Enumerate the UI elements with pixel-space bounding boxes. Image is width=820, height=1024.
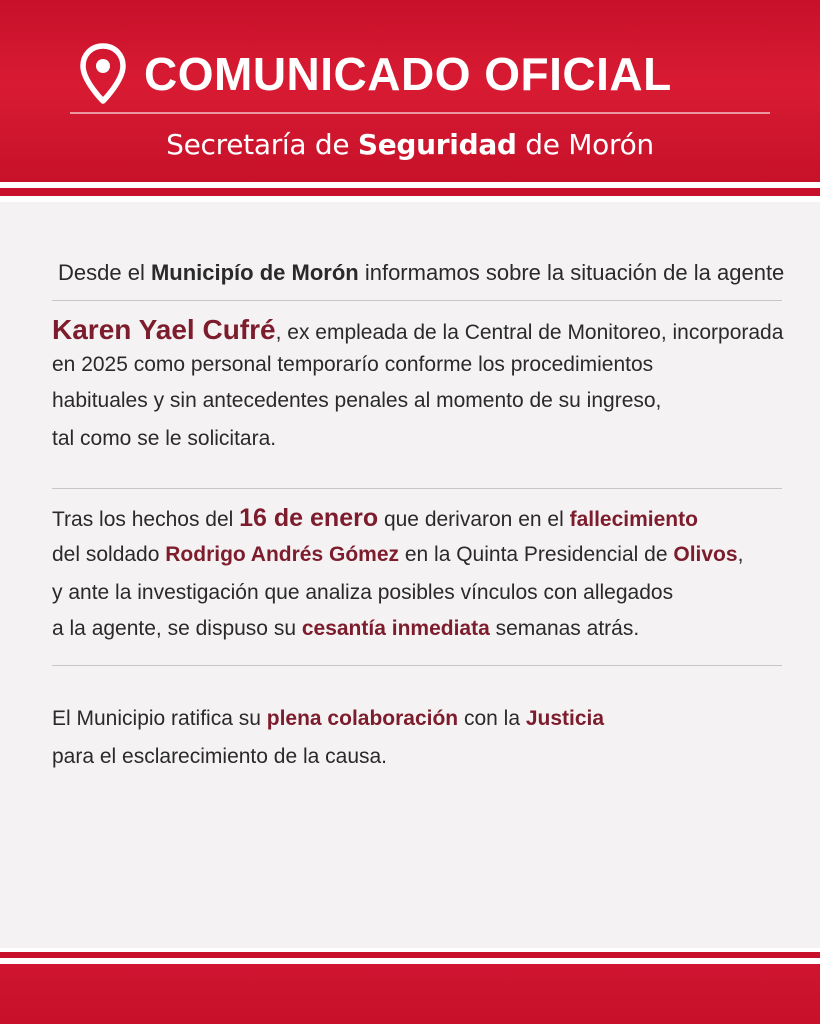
para2-line-4-suffix: semanas atrás. bbox=[489, 617, 640, 640]
para3-line-2: para el esclarecimiento de la causa. bbox=[52, 745, 388, 768]
subtitle-bold: Seguridad bbox=[357, 128, 517, 161]
para1-line-4: habituales y sin antecedentes penales al momento de su ingreso, bbox=[52, 389, 662, 412]
para2-line-1 bbox=[52, 506, 698, 531]
header-title-row bbox=[80, 40, 672, 108]
place-name: Olivos bbox=[673, 543, 738, 566]
para1-line-3: en 2025 como personal temporarío conforme los procedimientos bbox=[52, 353, 654, 376]
agent-name: Karen Yael Cufré bbox=[52, 314, 276, 345]
para2-line-4-prefix: a la agente, se dispuso su bbox=[52, 617, 302, 640]
municipality-name: Municipío de Morón bbox=[150, 260, 359, 285]
divider-1 bbox=[52, 300, 782, 301]
footer-banner bbox=[0, 964, 820, 1024]
para2-line-2-prefix: del soldado bbox=[52, 543, 166, 566]
para2-line-1-prefix: Tras los hechos del bbox=[52, 508, 240, 531]
justice-word: Justicia bbox=[525, 707, 605, 730]
para2-line-1-middle: que derivaron en el bbox=[378, 508, 570, 531]
death-word: fallecimiento bbox=[569, 508, 698, 531]
intro-line bbox=[58, 262, 784, 284]
name-line bbox=[52, 316, 783, 344]
para3-line-1-middle: con la bbox=[458, 707, 526, 730]
collaboration-phrase: plena colaboración bbox=[266, 707, 459, 730]
header-white-stripe-2 bbox=[0, 196, 820, 202]
divider-3 bbox=[52, 665, 782, 666]
header-subtitle bbox=[0, 128, 820, 161]
intro-prefix: Desde el bbox=[58, 260, 151, 285]
name-line-rest: , ex empleada de la Central de Monitoreo, incorporada bbox=[275, 321, 784, 344]
event-date: 16 de enero bbox=[239, 504, 379, 532]
para2-line-2-middle: en la Quinta Presidencial de bbox=[399, 543, 674, 566]
soldier-name: Rodrigo Andrés Gómez bbox=[165, 543, 400, 566]
para2-line-3: y ante la investigación que analiza posibles vínculos con allegados bbox=[52, 581, 674, 604]
header-banner bbox=[0, 0, 820, 186]
subtitle-suffix: de Morón bbox=[516, 128, 654, 161]
para2-line-2 bbox=[52, 544, 743, 565]
intro-suffix: informamos sobre la situación de la agente bbox=[358, 260, 785, 285]
divider-2 bbox=[52, 488, 782, 489]
para1-line-5: tal como se le solicitara. bbox=[52, 427, 277, 450]
para2-line-4 bbox=[52, 618, 639, 639]
header-divider bbox=[70, 112, 770, 114]
dismissal-phrase: cesantía inmediata bbox=[301, 617, 490, 640]
page-title: COMUNICADO OFICIAL bbox=[144, 48, 672, 100]
para3-line-1 bbox=[52, 708, 604, 729]
location-pin-icon bbox=[80, 43, 126, 105]
header-red-stripe bbox=[0, 188, 820, 196]
para2-line-2-suffix: , bbox=[737, 543, 744, 566]
subtitle-prefix: Secretaría de bbox=[166, 128, 358, 161]
para3-line-1-prefix: El Municipio ratifica su bbox=[52, 707, 267, 730]
